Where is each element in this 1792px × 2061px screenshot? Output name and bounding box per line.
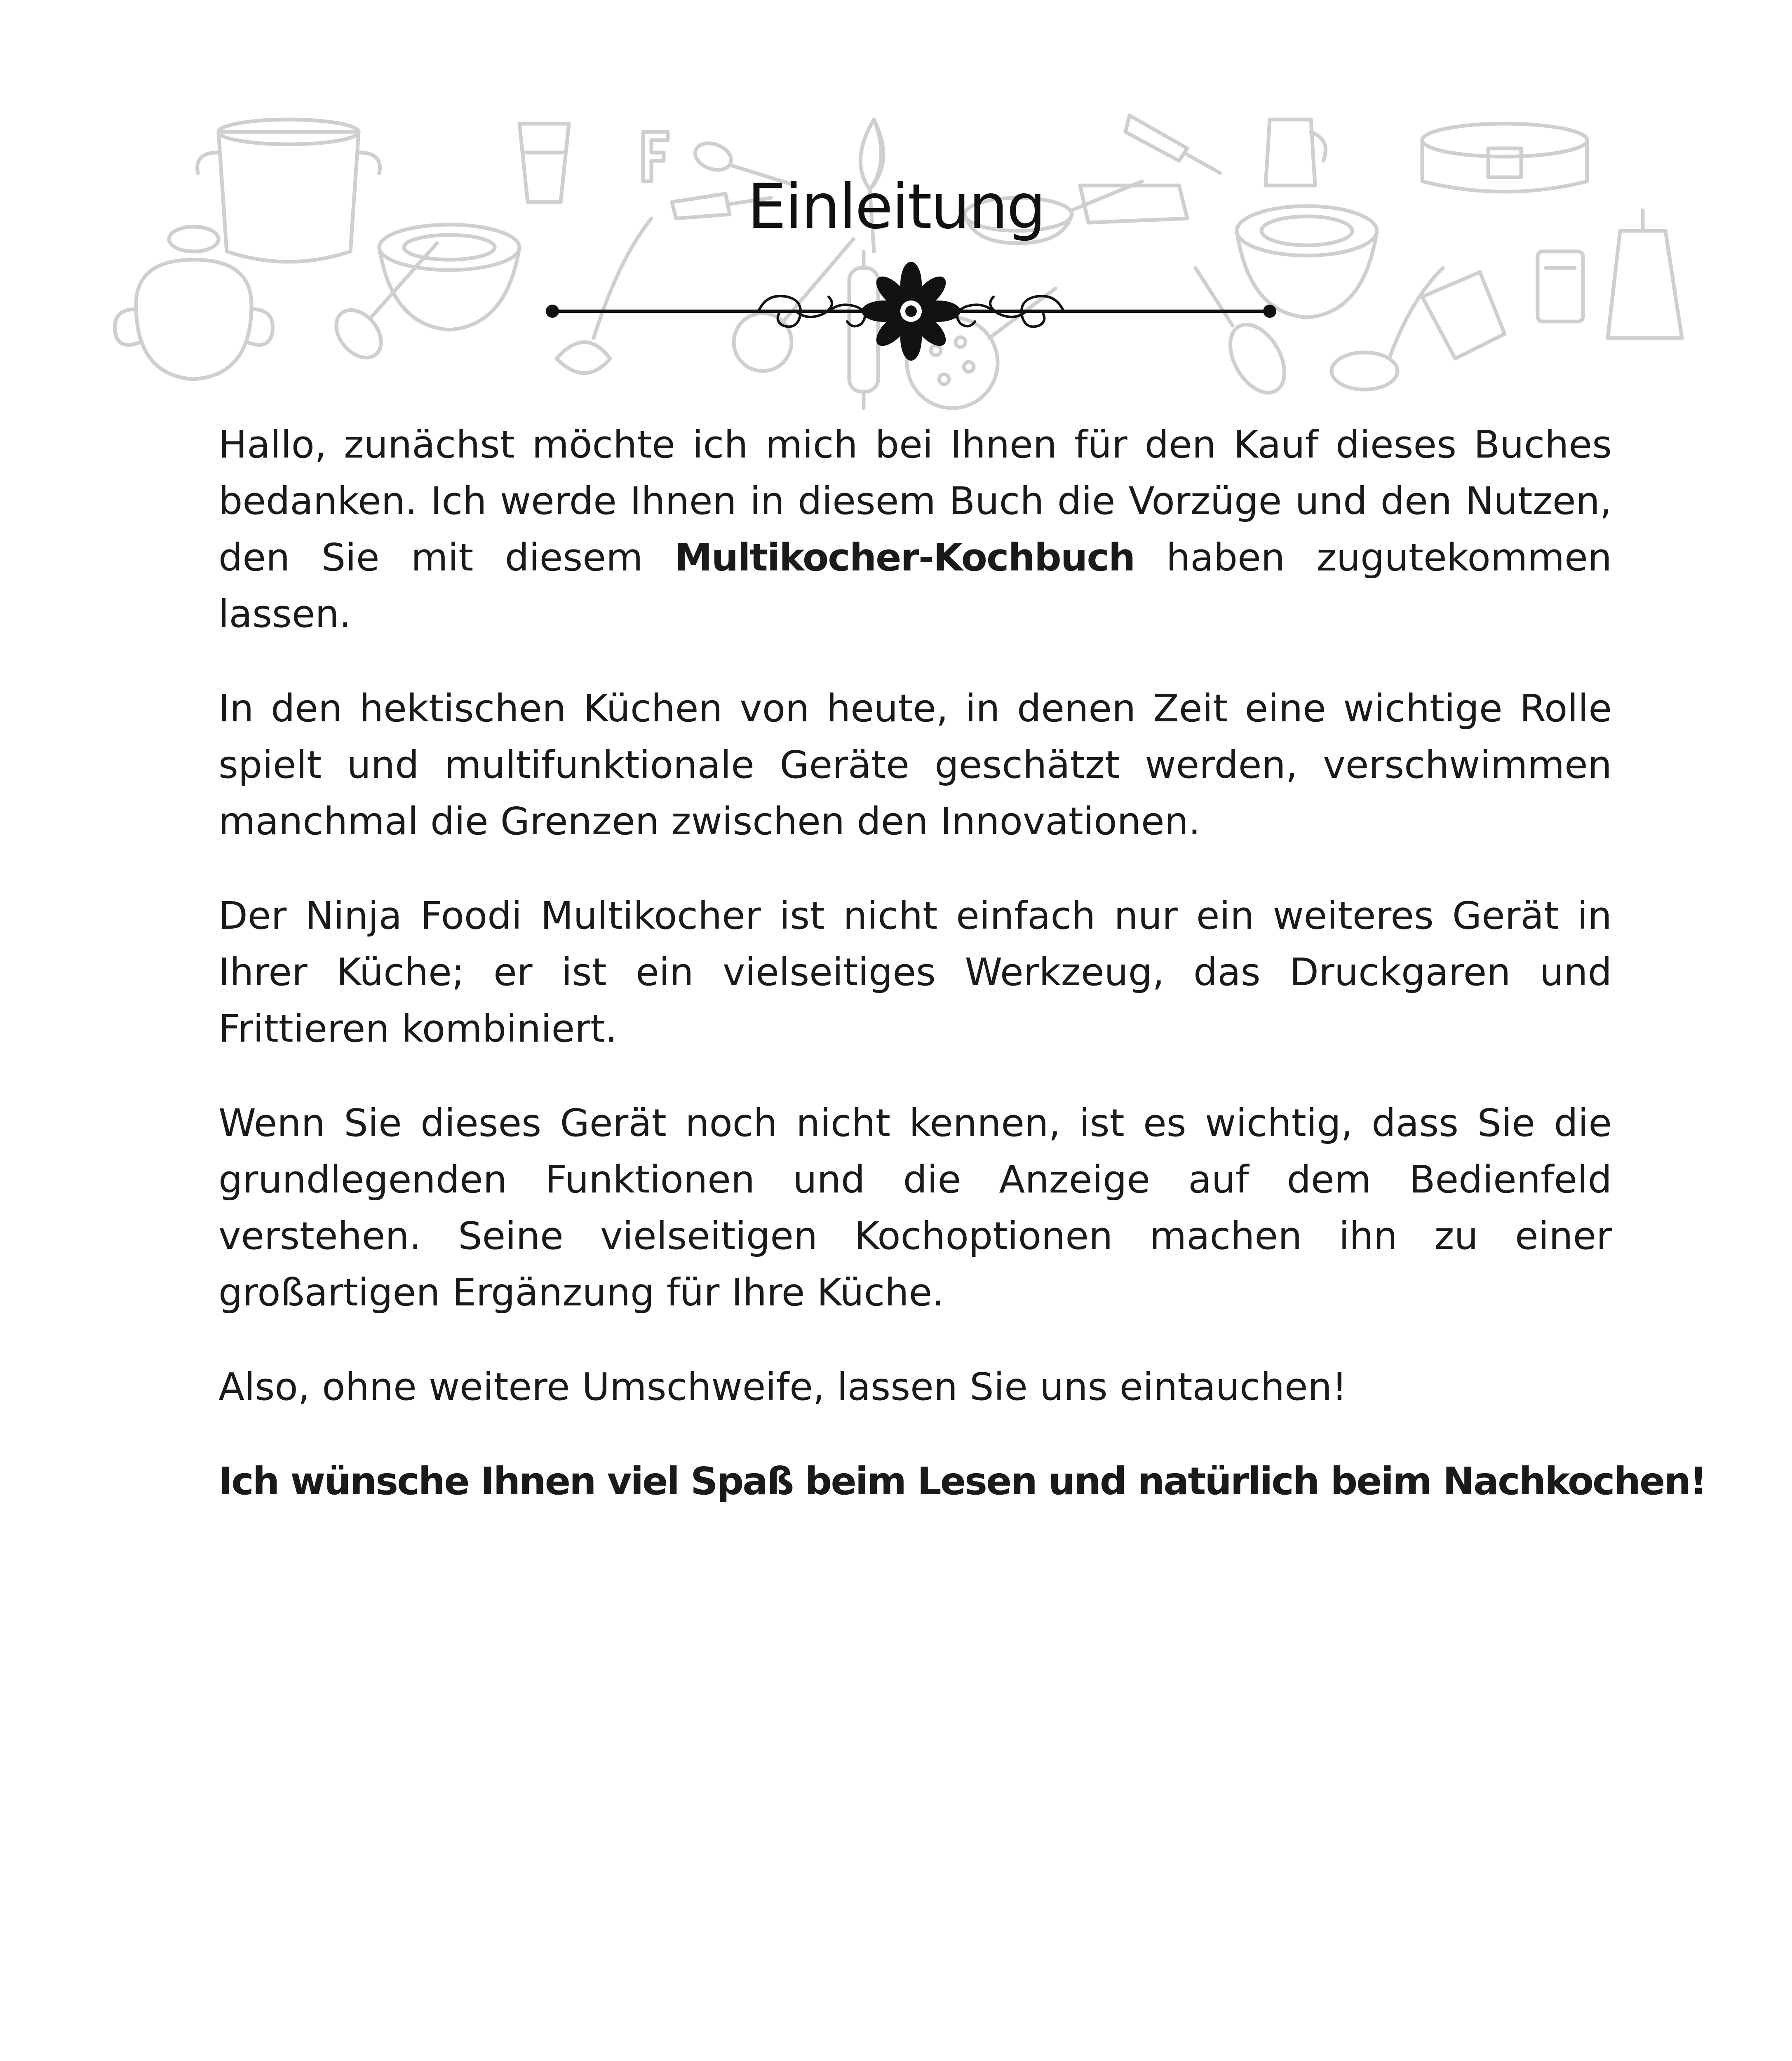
page-title: Einleitung (747, 171, 1045, 243)
paragraph-kitchens: In den hektischen Küchen von heute, in denen Zeit eine wichtige Rolle spielt und multifunktionale Geräte geschätzt werden, verschwimmen manchmal die Grenzen zwischen den Innovationen. (218, 686, 1612, 843)
scale-icon (1538, 251, 1583, 322)
paragraph-thanks-end: haben zugutekommen lassen. (218, 535, 1612, 636)
paragraph-ninja-foodi: Der Ninja Foodi Multikocher ist nicht einfach nur ein weiteres Gerät in Ihrer Küche; er ist ein vielseitiges Werkzeug, das Druckgaren und Frittieren kombiniert. (218, 894, 1612, 1051)
paragraph-dive-in: Also, ohne weitere Umschweife, lassen Sie uns eintauchen! (218, 1365, 1347, 1409)
spoon-icon (327, 243, 437, 366)
flower-icon (862, 262, 961, 361)
tea-towel-icon (1422, 272, 1505, 359)
introduction-text (218, 416, 1706, 1547)
book-title-emphasis: Multikocher-Kochbuch (674, 535, 1135, 580)
paragraph-functions: Wenn Sie dieses Gerät noch nicht kennen, ist es wichtig, dass Sie die grundlegenden Funktionen und die Anzeige auf dem Bedienfeld verstehen. Seine vielseitigen Kochoptionen machen ihn zu einer großartigen Ergänzung für Ihre Küche. (218, 1101, 1612, 1315)
paragraph-thanks (218, 416, 1612, 642)
flourish-divider (544, 256, 1278, 367)
knife-icon (1125, 115, 1220, 173)
closing-wish: Ich wünsche Ihnen viel Spaß beim Lesen und natürlich beim Nachkochen! (218, 1459, 1706, 1503)
paragraph-thanks-text: Hallo, zunächst möchte ich mich bei Ihnen für den Kauf dieses Buches bedanken. Ich werde Ihnen in diesem Buch die Vorzüge und den Nutzen, den Sie mit diesem (218, 423, 1612, 580)
sugar-bowl-icon (115, 227, 273, 379)
ladle-icon (1332, 268, 1443, 390)
